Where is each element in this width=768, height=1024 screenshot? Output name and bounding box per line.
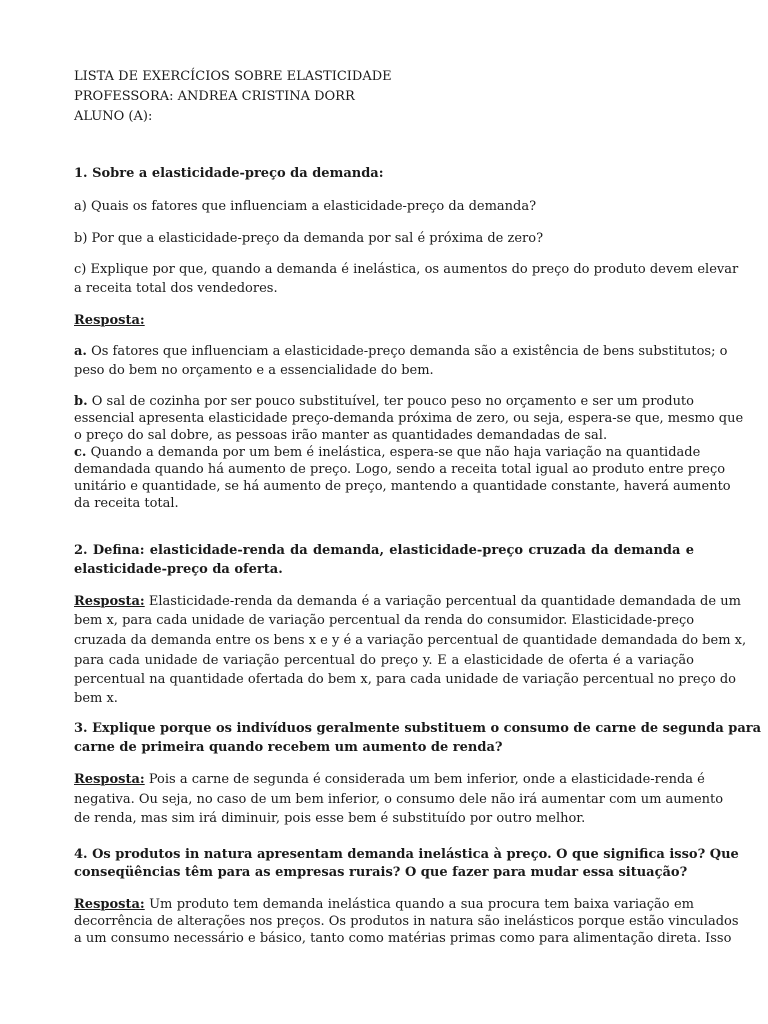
- answer-2-line: para cada unidade de variação percentual do preço y. E a elasticidade de oferta é a variação: [74, 653, 694, 668]
- answer-3-line: Resposta: Pois a carne de segunda é considerada um bem inferior, onde a elasticidade-renda é: [74, 772, 705, 787]
- answer-label: Resposta:: [74, 897, 145, 912]
- answer-1c-line: c. Quando a demanda por um bem é inelástica, espera-se que não haja variação na quantidade: [74, 445, 701, 460]
- answer-4-line: a um consumo necessário e básico, tanto como matérias primas como para alimentação direta. Isso: [74, 931, 732, 946]
- question-1c-line: c) Explique por que, quando a demanda é inelástica, os aumentos do preço do produto devem elevar: [74, 262, 739, 277]
- answer-item-label: c.: [74, 445, 87, 460]
- question-2-heading: 2. Defina: elasticidade-renda da demanda, elasticidade-preço cruzada da demanda e: [74, 543, 694, 558]
- answer-4-line: decorrência de alterações nos preços. Os produtos in natura são inelásticos porque estão vinculados: [74, 914, 739, 929]
- answer-3-line: de renda, mas sim irá diminuir, pois esse bem é substituído por outro melhor.: [74, 811, 586, 826]
- answer-item-label: b.: [74, 394, 88, 409]
- question-1b: b) Por que a elasticidade-preço da demanda por sal é próxima de zero?: [74, 231, 544, 246]
- answer-2-line: bem x, para cada unidade de variação percentual da renda do consumidor. Elasticidade-preço: [74, 613, 695, 628]
- answer-1c-line: unitário e quantidade, se há aumento de preço, mantendo a quantidade constante, haverá aumento: [74, 479, 731, 494]
- answer-1b-line: b. O sal de cozinha por ser pouco substituível, ter pouco peso no orçamento e ser um produto: [74, 394, 694, 409]
- question-1a: a) Quais os fatores que influenciam a elasticidade-preço da demanda?: [74, 199, 537, 214]
- answer-2-line: percentual na quantidade ofertada do bem x, para cada unidade de variação percentual no preço do: [74, 672, 737, 687]
- question-4-heading: 4. Os produtos in natura apresentam demanda inelástica à preço. O que significa isso? Que: [74, 847, 739, 862]
- answer-1a-line: peso do bem no orçamento e a essencialidade do bem.: [74, 363, 434, 378]
- answer-3-line: negativa. Ou seja, no caso de um bem inferior, o consumo dele não irá aumentar com um aumento: [74, 792, 724, 807]
- answer-item-label: a.: [74, 344, 87, 359]
- question-4-heading: conseqüências têm para as empresas rurais? O que fazer para mudar essa situação?: [74, 865, 688, 880]
- answer-4-line: Resposta: Um produto tem demanda inelástica quando a sua procura tem baixa variação em: [74, 897, 694, 912]
- answer-2-line: cruzada da demanda entre os bens x e y é a variação percentual de quantidade demandada do bem x,: [74, 633, 747, 648]
- answer-1b-line: essencial apresenta elasticidade preço-demanda próxima de zero, ou seja, espera-se que, mesmo que: [74, 411, 744, 426]
- answer-1b-line: o preço do sal dobre, as pessoas irão manter as quantidades demandadas de sal.: [74, 428, 608, 443]
- answer-2-line: Resposta: Elasticidade-renda da demanda é a variação percentual da quantidade demandada de um: [74, 594, 741, 609]
- answer-1a-line: a. Os fatores que influenciam a elasticidade-preço demanda são a existência de bens substitutos; o: [74, 344, 728, 359]
- question-2-heading: elasticidade-preço da oferta.: [74, 562, 283, 577]
- answer-1c-line: da receita total.: [74, 496, 179, 511]
- answer-2-line: bem x.: [74, 691, 118, 706]
- teacher-line: PROFESSORA: ANDREA CRISTINA DORR: [74, 89, 355, 104]
- question-3-heading: carne de primeira quando recebem um aumento de renda?: [74, 740, 503, 755]
- question-3-heading: 3. Explique porque os indivíduos geralmente substituem o consumo de carne de segunda para: [74, 721, 762, 736]
- student-line: ALUNO (A):: [74, 109, 153, 124]
- document-title: LISTA DE EXERCÍCIOS SOBRE ELASTICIDADE: [74, 69, 392, 84]
- question-1c-line: a receita total dos vendedores.: [74, 281, 278, 296]
- answer-label: Resposta:: [74, 772, 145, 787]
- question-1-heading: 1. Sobre a elasticidade-preço da demanda:: [74, 166, 384, 181]
- answer-label: Resposta:: [74, 313, 145, 328]
- answer-1c-line: demandada quando há aumento de preço. Logo, sendo a receita total igual ao produto entre preço: [74, 462, 726, 477]
- answer-label: Resposta:: [74, 594, 145, 609]
